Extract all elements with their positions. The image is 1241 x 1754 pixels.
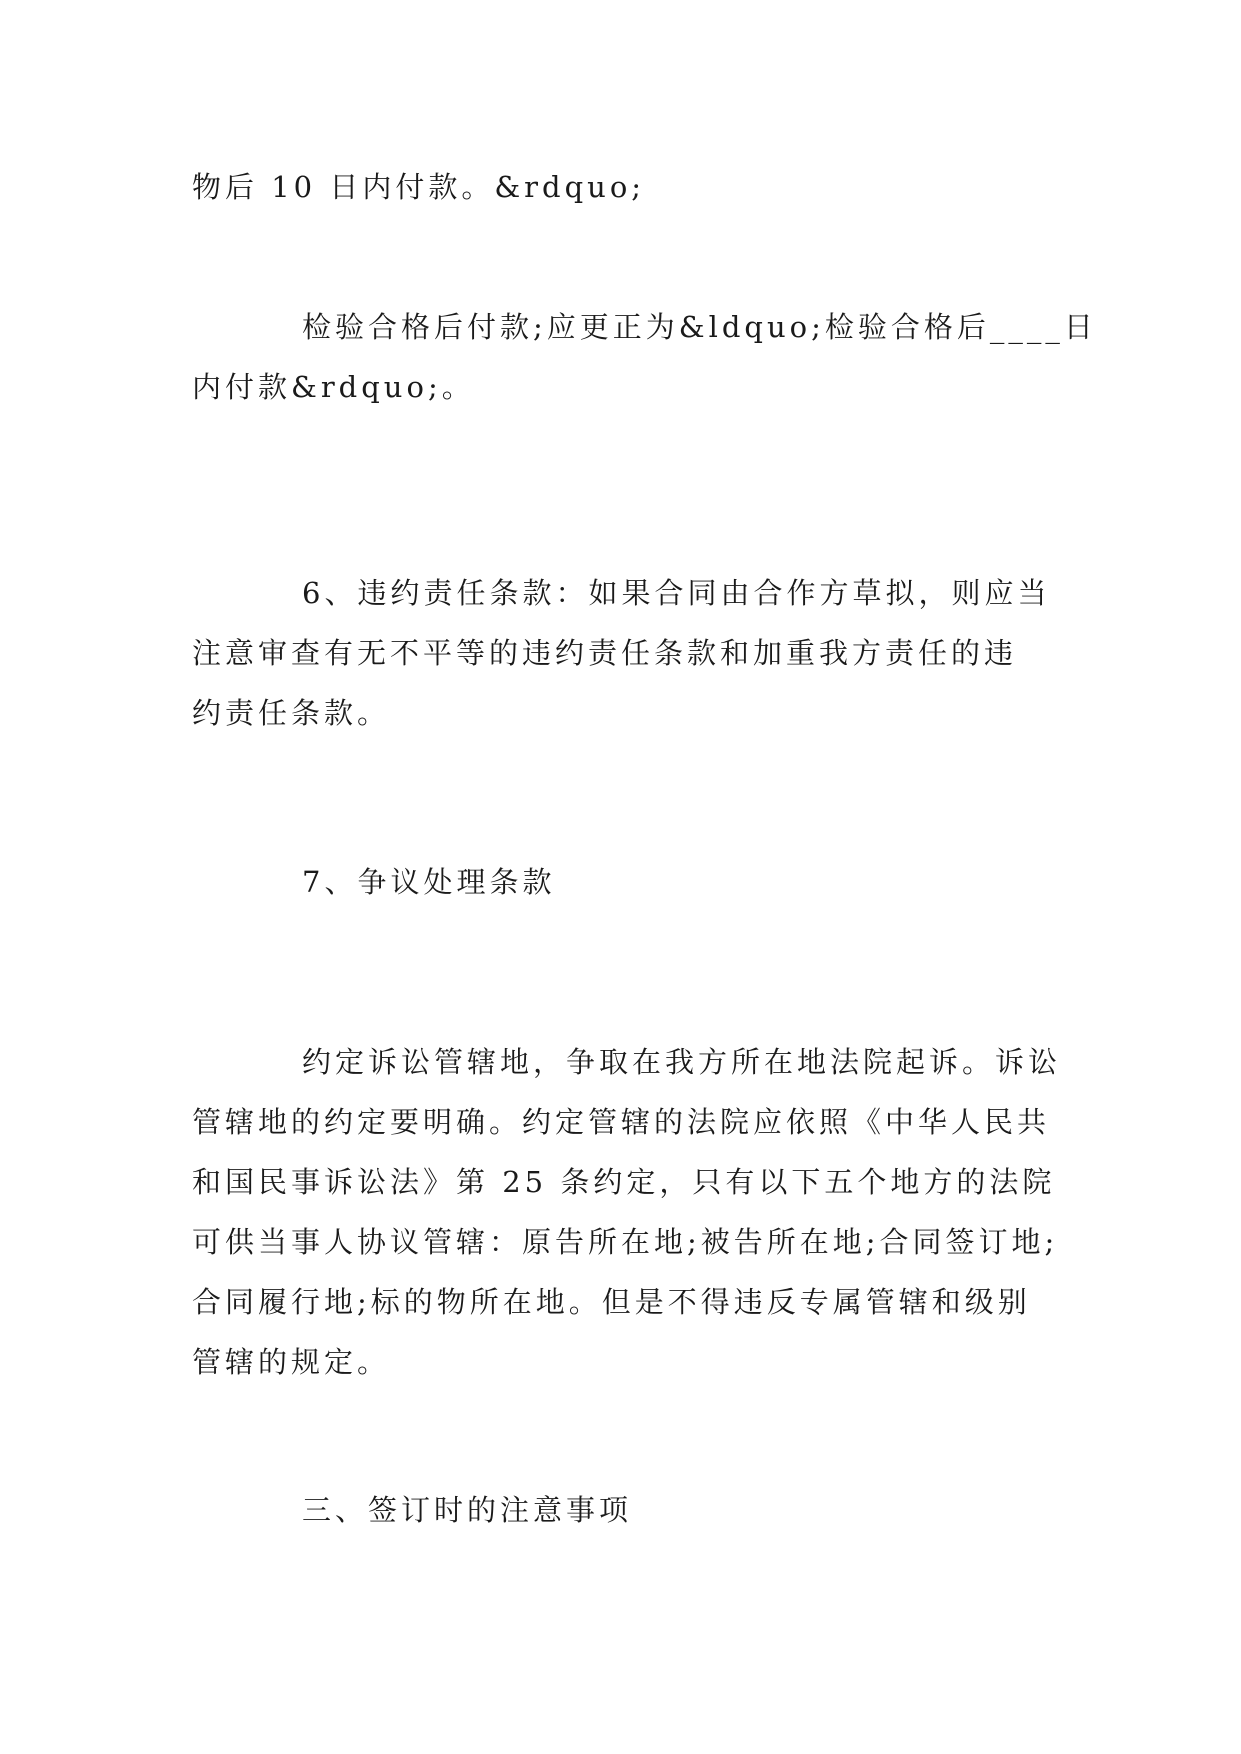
text-line: 6、违约责任条款：如果合同由合作方草拟，则应当 — [302, 576, 1051, 610]
paragraph-payment-tail — [192, 157, 1052, 217]
text-line: 和国民事诉讼法》第 25 条约定，只有以下五个地方的法院 — [192, 1165, 1056, 1199]
text-line: 注意审查有无不平等的违约责任条款和加重我方责任的违 — [192, 636, 1018, 670]
paragraph-jurisdiction — [192, 1032, 1062, 1392]
text-line: 约定诉讼管辖地，争取在我方所在地法院起诉。诉讼 — [302, 1045, 1062, 1079]
paragraph-inspection-payment — [192, 297, 1097, 417]
paragraph-breach-liability — [192, 563, 1052, 743]
text-line: 内付款&rdquo;。 — [192, 370, 475, 404]
text-line: 约责任条款。 — [192, 696, 391, 730]
text-line: 管辖的规定。 — [192, 1345, 391, 1379]
section-heading-signing-notes: 三、签订时的注意事项 — [302, 1493, 633, 1527]
text-line: 物后 10 日内付款。&rdquo; — [192, 170, 646, 204]
text-line: 检验合格后付款;应更正为&ldquo;检验合格后____日 — [302, 310, 1097, 344]
text-line: 管辖地的约定要明确。约定管辖的法院应依照《中华人民共 — [192, 1105, 1051, 1139]
text-line: 可供当事人协议管辖：原告所在地;被告所在地;合同签订地; — [192, 1225, 1059, 1259]
section-heading-dispute: 7、争议处理条款 — [302, 865, 556, 899]
text-line: 合同履行地;标的物所在地。但是不得违反专属管辖和级别 — [192, 1285, 1031, 1319]
